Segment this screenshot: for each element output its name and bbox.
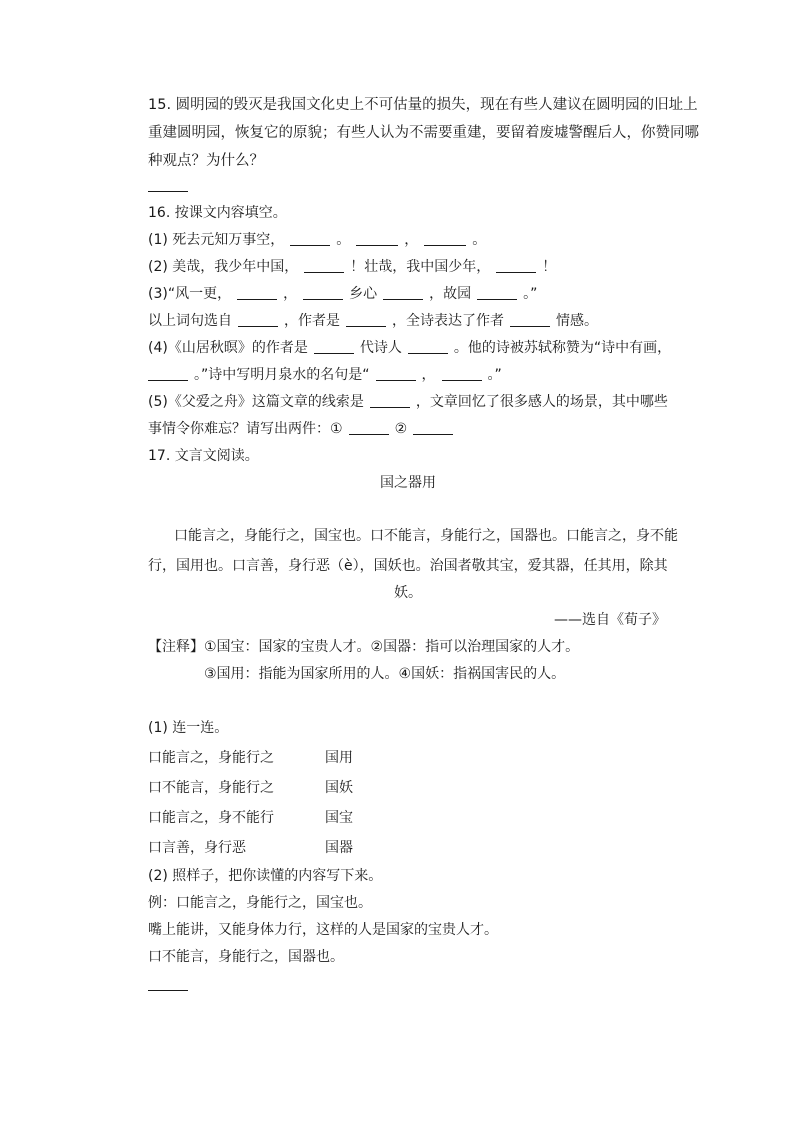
q15-line-2: 重建圆明园，恢复它的原貌；有些人认为不需要重建，要留着废墟警醒后人，你赞同哪 xyxy=(148,125,699,141)
q16-p2-blank-1[interactable] xyxy=(304,258,344,273)
q16-p2-blank-2[interactable] xyxy=(496,258,536,273)
q16-part-4 xyxy=(148,338,671,358)
q16-part-5-line-2 xyxy=(148,419,453,439)
q16-p3-blank-3[interactable] xyxy=(383,285,423,300)
q16-p4-text-b: 代诗人 xyxy=(359,340,402,356)
q16-p5-text-a: (5)《父爱之舟》这篇文章的线索是 xyxy=(148,394,364,410)
q16-part-2 xyxy=(148,257,556,277)
q16-p4l2-blank-1[interactable] xyxy=(148,366,188,381)
q16-p4l2-text-b: ， xyxy=(421,367,436,383)
q16-p3-text-c: 乡心 xyxy=(349,286,378,302)
q16-p5l2-text-a: 事情令你难忘？请写出两件：① xyxy=(148,421,343,437)
q16-p4l2-text-a: 。”诗中写明月泉水的名句是“ xyxy=(194,367,370,383)
task-line: 口不能言，身能行之，国器也。 xyxy=(148,949,344,965)
q16-p4-text-a: (4)《山居秋暝》的作者是 xyxy=(148,340,308,356)
match-right-item[interactable]: 国妖 xyxy=(325,780,353,796)
passage-source: ——选自《荀子》 xyxy=(554,612,666,628)
q16-part-4-line-2 xyxy=(148,365,502,385)
q16-p2-text-b: ！壮哉，我中国少年， xyxy=(350,259,491,275)
q16-p4-blank-1[interactable] xyxy=(314,339,354,354)
q16-p3l2-text-c: ，全诗表达了作者 xyxy=(392,313,504,329)
q16-p3-text-a: (3)“风一更， xyxy=(148,286,232,302)
q16-part-3 xyxy=(148,284,537,304)
match-left-item[interactable]: 口言善，身行恶 xyxy=(148,840,246,856)
q15-line-1: 15. 圆明园的毁灭是我国文化史上不可估量的损失，现在有些人建议在圆明园的旧址上 xyxy=(148,97,698,113)
passage-line-1: 口能言之，身能行之，国宝也。口不能言，身能行之，国器也。口能言之，身不能 xyxy=(174,528,678,544)
q16-p4l2-blank-2[interactable] xyxy=(376,366,416,381)
q17-answer-blank[interactable] xyxy=(148,990,188,991)
q16-p2-text-c: ！ xyxy=(542,259,557,275)
notes-line-2: ③国用：指能为国家所用的人。④国妖：指祸国害民的人。 xyxy=(204,666,566,682)
q16-p1-text-a: (1) 死去元知万事空， xyxy=(148,232,285,248)
q16-p3-text-e: 。” xyxy=(523,286,538,302)
q16-p5l2-blank-1[interactable] xyxy=(349,420,389,435)
q17-title: 17. 文言文阅读。 xyxy=(148,448,259,464)
q16-part-3-line-2 xyxy=(148,311,598,331)
passage-line-3: 妖。 xyxy=(394,585,422,601)
match-left-item[interactable]: 口能言之，身不能行 xyxy=(148,810,274,826)
q16-part-5 xyxy=(148,392,668,412)
q16-p5-blank-1[interactable] xyxy=(370,393,410,408)
q16-p2-text-a: (2) 美哉，我少年中国， xyxy=(148,259,299,275)
q16-p3l2-blank-1[interactable] xyxy=(238,312,278,327)
q16-p3-blank-2[interactable] xyxy=(303,285,343,300)
q16-p3l2-text-a: 以上词句选自 xyxy=(148,313,232,329)
passage-title: 国之器用 xyxy=(380,475,436,491)
example-explanation: 嘴上能讲，又能身体力行，这样的人是国家的宝贵人才。 xyxy=(148,922,498,938)
q16-p1-blank-3[interactable] xyxy=(424,231,466,246)
q16-p1-text-d: 。 xyxy=(472,232,487,248)
q15-answer-blank[interactable] xyxy=(148,191,188,192)
sub1-title: (1) 连一连。 xyxy=(148,720,229,736)
match-left-item[interactable]: 口能言之，身能行之 xyxy=(148,750,274,766)
q16-p3l2-blank-2[interactable] xyxy=(346,312,386,327)
match-right-item[interactable]: 国宝 xyxy=(325,810,353,826)
q16-p4l2-blank-3[interactable] xyxy=(442,366,482,381)
q15-line-3: 种观点？为什么？ xyxy=(148,153,264,169)
q16-p3-text-d: ，故园 xyxy=(429,286,472,302)
q16-p3-blank-4[interactable] xyxy=(477,285,517,300)
match-right-item[interactable]: 国器 xyxy=(325,840,353,856)
q16-p1-blank-1[interactable] xyxy=(290,231,330,246)
passage-line-2: 行，国用也。口言善，身行恶（è），国妖也。治国者敬其宝，爱其器，任其用，除其 xyxy=(148,558,668,574)
q16-p3l2-blank-3[interactable] xyxy=(510,312,550,327)
q16-p3l2-text-d: 情感。 xyxy=(556,313,598,329)
q16-part-1 xyxy=(148,230,486,250)
q16-p1-blank-2[interactable] xyxy=(356,231,398,246)
notes-line-1: 【注释】①国宝：国家的宝贵人才。②国器：指可以治理国家的人才。 xyxy=(148,639,580,655)
q16-p1-text-b: 。 xyxy=(336,232,351,248)
q16-p5l2-text-b: ② xyxy=(394,421,408,437)
q16-p3-blank-1[interactable] xyxy=(237,285,277,300)
sub2-title: (2) 照样子，把你读懂的内容写下来。 xyxy=(148,868,383,884)
q16-p1-text-c: ， xyxy=(404,232,419,248)
q16-p3l2-text-b: ，作者是 xyxy=(284,313,340,329)
q16-p4-blank-2[interactable] xyxy=(408,339,448,354)
q16-p4l2-text-c: 。” xyxy=(487,367,502,383)
example-line: 例：口能言之，身能行之，国宝也。 xyxy=(148,895,372,911)
q16-p4-text-c: 。他的诗被苏轼称赞为“诗中有画， xyxy=(453,340,672,356)
q16-p3-text-b: ， xyxy=(283,286,298,302)
match-left-item[interactable]: 口不能言，身能行之 xyxy=(148,780,274,796)
q16-p5l2-blank-2[interactable] xyxy=(413,420,453,435)
match-right-item[interactable]: 国用 xyxy=(325,750,353,766)
q16-title: 16. 按课文内容填空。 xyxy=(148,205,287,221)
q16-p5-text-b: ，文章回忆了很多感人的场景，其中哪些 xyxy=(415,394,668,410)
